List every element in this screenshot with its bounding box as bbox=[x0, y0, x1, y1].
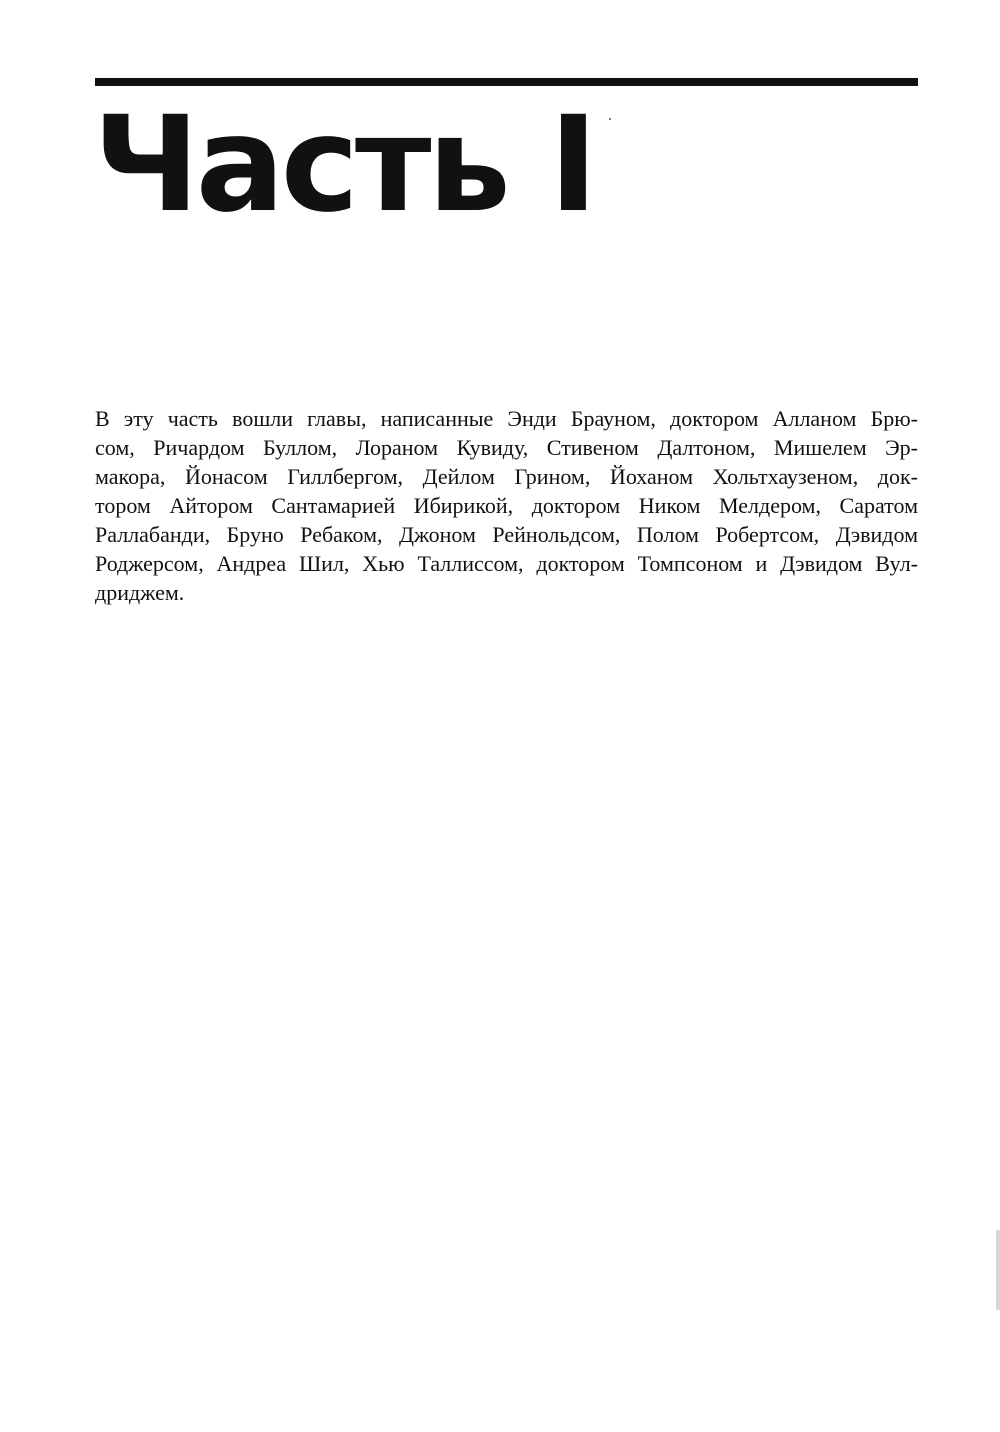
paragraph-line: дриджем. bbox=[95, 580, 185, 605]
paragraph-line: макора, Йонасом Гиллбергом, Дейлом Грином, Йоханом Хольтхаузеном, док- bbox=[95, 464, 918, 489]
scan-edge-mark bbox=[996, 1230, 1000, 1310]
paragraph-line: Роджерсом, Андреа Шил, Хью Таллиссом, доктором Томпсоном и Дэвидом Вул- bbox=[95, 551, 918, 576]
intro-paragraph bbox=[95, 404, 918, 607]
paragraph-line: Раллабанди, Бруно Ребаком, Джоном Рейнольдсом, Полом Робертсом, Дэвидом bbox=[95, 522, 918, 547]
print-speck bbox=[609, 118, 611, 120]
paragraph-line: сом, Ричардом Буллом, Лораном Кувиду, Стивеном Далтоном, Мишелем Эр- bbox=[95, 435, 918, 460]
paragraph-line: В эту часть вошли главы, написанные Энди Брауном, доктором Алланом Брю- bbox=[95, 406, 918, 431]
top-rule bbox=[95, 78, 918, 86]
paragraph-line: тором Айтором Сантамарией Ибирикой, доктором Ником Мелдером, Саратом bbox=[95, 493, 918, 518]
part-title: Часть I bbox=[93, 88, 595, 242]
